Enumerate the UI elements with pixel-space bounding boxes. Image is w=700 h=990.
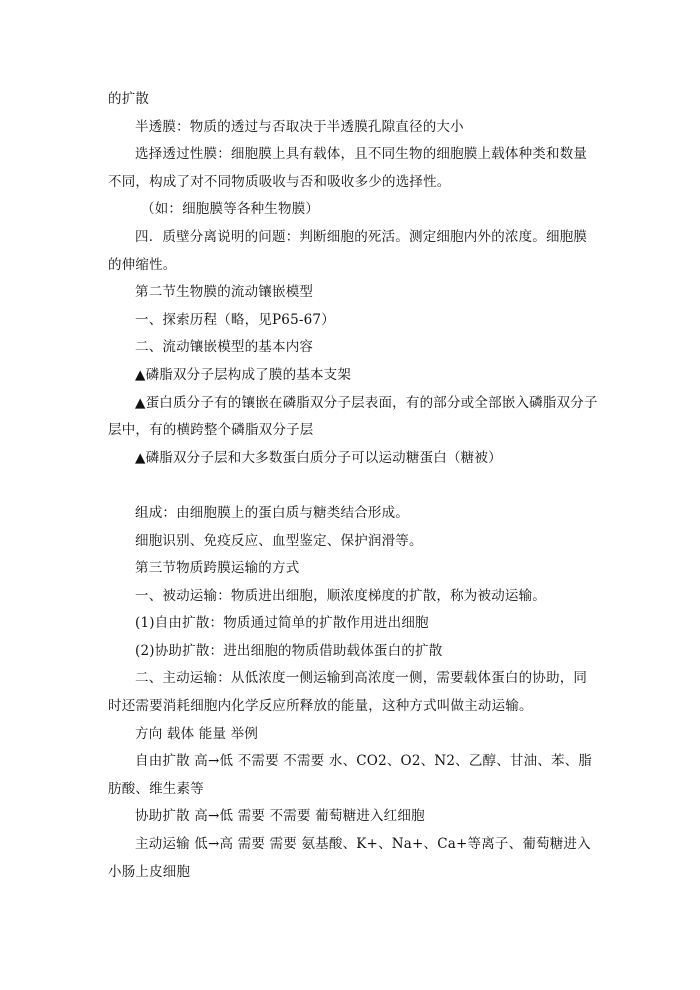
paragraph-semipermeable: 半透膜：物质的透过与否取决于半透膜孔隙直径的大小 bbox=[135, 118, 464, 135]
paragraph-free-diffusion: (1)自由扩散：物质通过简单的扩散作用进出细胞 bbox=[135, 615, 429, 632]
paragraph-active-transport: 二、主动运输：从低浓度一侧运输到高浓度一侧，需要载体蛋白的协助，同时还需要消耗细胞内化学反应所释放的能量，这种方式叫做主动运输。 bbox=[108, 670, 588, 715]
paragraph-example-membranes: （如：细胞膜等各种生物膜） bbox=[141, 201, 320, 218]
bullet-mobility: ▲磷脂双分子层和大多数蛋白质分子可以运动糖蛋白（糖被） bbox=[135, 449, 502, 466]
paragraph-facilitated-diffusion: (2)协助扩散：进出细胞的物质借助载体蛋白的扩散 bbox=[135, 642, 443, 659]
paragraph-selective-membrane: 选择透过性膜：细胞膜上具有载体，且不同生物的细胞膜上载体种类和数量不同，构成了对不同物质吸收与否和吸收多少的选择性。 bbox=[108, 146, 588, 190]
blank-line bbox=[108, 472, 600, 500]
section-heading-transport: 第三节物质跨膜运输的方式 bbox=[135, 560, 300, 577]
paragraph-history: 一、探索历程（略，见P65-67） bbox=[135, 311, 335, 328]
paragraph-composition: 组成：由细胞膜上的蛋白质与糖类结合形成。 bbox=[135, 504, 409, 521]
paragraph-passive-transport: 一、被动运输：物质进出细胞，顺浓度梯度的扩散，称为被动运输。 bbox=[135, 587, 546, 604]
document-page bbox=[108, 86, 600, 886]
bullet-protein-embedding: ▲蛋白质分子有的镶嵌在磷脂双分子层表面，有的部分或全部嵌入磷脂双分子层中，有的横跨整个磷脂双分子层 bbox=[108, 394, 598, 439]
paragraph-diffusion-tail: 的扩散 bbox=[108, 91, 150, 107]
table-row-free-diffusion: 自由扩散 高→低 不需要 不需要 水、CO2、O2、N2、乙醇、甘油、苯、脂肪酸、维生素等 bbox=[108, 753, 593, 797]
table-header-row: 方向 载体 能量 举例 bbox=[135, 725, 259, 742]
paragraph-plasmolysis: 四．质壁分离说明的问题：判断细胞的死活。测定细胞内外的浓度。细胞膜的伸缩性。 bbox=[108, 228, 588, 273]
table-row-facilitated-diffusion: 协助扩散 高→低 需要 不需要 葡萄糖进入红细胞 bbox=[135, 808, 425, 825]
bullet-phospholipid-scaffold: ▲磷脂双分子层构成了膜的基本支架 bbox=[135, 366, 352, 383]
table-row-active-transport: 主动运输 低→高 需要 需要 氨基酸、K+、Na+、Ca+等离子、葡萄糖进入小肠上皮细胞 bbox=[108, 836, 591, 880]
section-heading-fluid-mosaic: 第二节生物膜的流动镶嵌模型 bbox=[135, 284, 314, 301]
paragraph-functions: 细胞识别、免疫反应、血型鉴定、保护润滑等。 bbox=[135, 532, 423, 549]
paragraph-model-content: 二、流动镶嵌模型的基本内容 bbox=[135, 339, 314, 356]
